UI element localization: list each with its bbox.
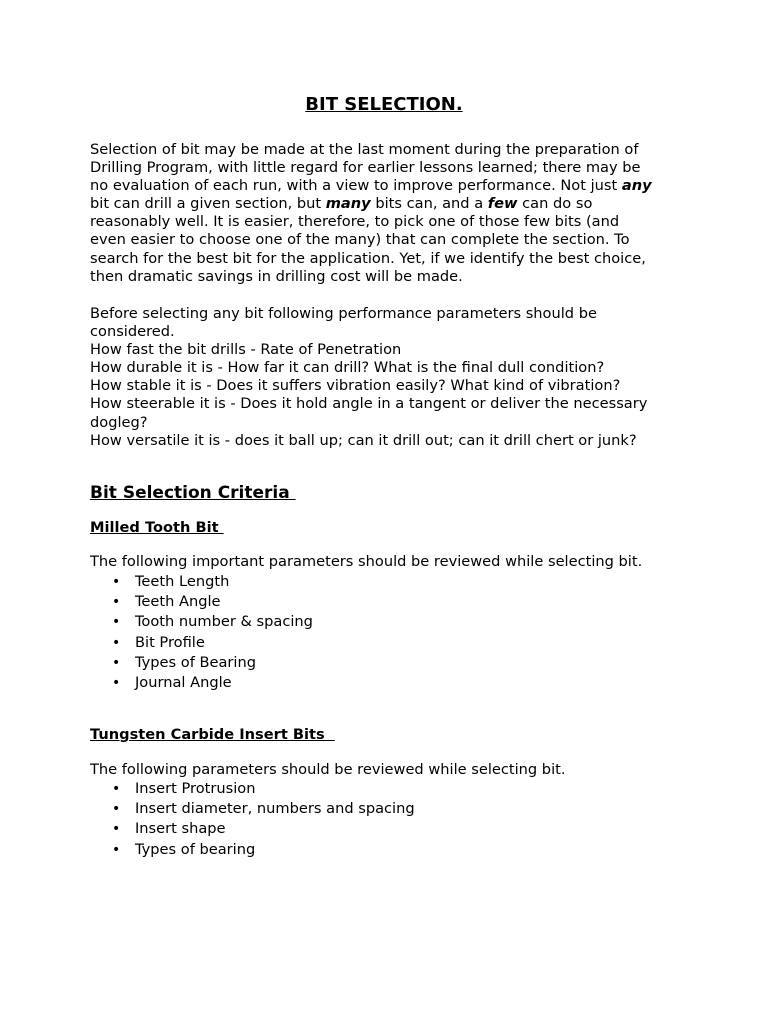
paragraph-line: Drilling Program, with little regard for earlier lessons learned; there may be [90,159,641,177]
list-item: • Bit Profile [90,633,313,653]
paragraph-line: no evaluation of each run, with a view to improve performance. Not just any [90,177,652,195]
emphasis-few: few [487,195,518,213]
bullet-icon: • [112,634,121,651]
emphasis-any: any [621,177,652,195]
bullet-icon: • [112,801,121,818]
parameter-versatility: How versatile it is - does it ball up; can it drill out; can it drill chert or junk? [90,431,637,449]
bullet-icon: • [112,654,121,671]
list-item: • Tooth number & spacing [90,612,313,632]
paragraph-line: even easier to choose one of the many) that can complete the section. To [90,231,630,249]
parameter-durability: How durable it is - How far it can drill? What is the final dull condition? [90,359,605,377]
tci-heading: Tungsten Carbide Insert Bits [90,726,335,743]
list-item: • Teeth Angle [90,592,313,612]
bullet-icon: • [112,614,121,631]
paragraph-line: search for the best bit for the application. Yet, if we identify the best choice, [90,249,646,267]
paragraph-line: bit can drill a given section, but many bits can, and a few can do so [90,195,593,213]
paragraph-line: Before selecting any bit following performance parameters should be [90,305,597,322]
intro-paragraph [90,141,690,286]
list-item: • Types of bearing [90,840,415,860]
bullet-icon: • [112,574,121,590]
paragraph-line: reasonably well. It is easier, therefore, to pick one of those few bits (and [90,213,620,231]
criteria-heading: Bit Selection Criteria [90,483,296,503]
tci-intro: The following parameters should be reviewed while selecting bit. [90,761,566,778]
emphasis-many: many [325,195,371,213]
list-item: • Insert diameter, numbers and spacing [90,799,415,819]
list-item: • Teeth Length [90,572,313,592]
bullet-icon: • [112,675,121,692]
parameter-stability: How stable it is - Does it suffers vibration easily? What kind of vibration? [90,377,621,395]
tci-list [90,779,415,860]
paragraph-line: Selection of bit may be made at the last moment during the preparation of [90,141,639,158]
milled-tooth-intro: The following important parameters should be reviewed while selecting bit. [90,553,643,570]
paragraph-line: dogleg? [90,413,148,431]
parameter-steerability: How steerable it is - Does it hold angle in a tangent or deliver the necessary [90,395,648,413]
list-item: • Insert Protrusion [90,779,415,799]
page-title: BIT SELECTION. [305,94,463,115]
parameter-rate-of-penetration: How fast the bit drills - Rate of Penetration [90,341,402,359]
parameters-paragraph [90,305,690,450]
bullet-icon: • [112,781,121,797]
bullet-icon: • [112,821,121,838]
milled-tooth-heading: Milled Tooth Bit [90,519,224,536]
list-item: • Types of Bearing [90,653,313,673]
list-item: • Journal Angle [90,673,313,693]
bullet-icon: • [112,841,121,858]
paragraph-line: then dramatic savings in drilling cost will be made. [90,267,463,285]
milled-tooth-list [90,572,313,693]
bullet-icon: • [112,594,121,611]
paragraph-line: considered. [90,323,175,341]
list-item: • Insert shape [90,819,415,839]
